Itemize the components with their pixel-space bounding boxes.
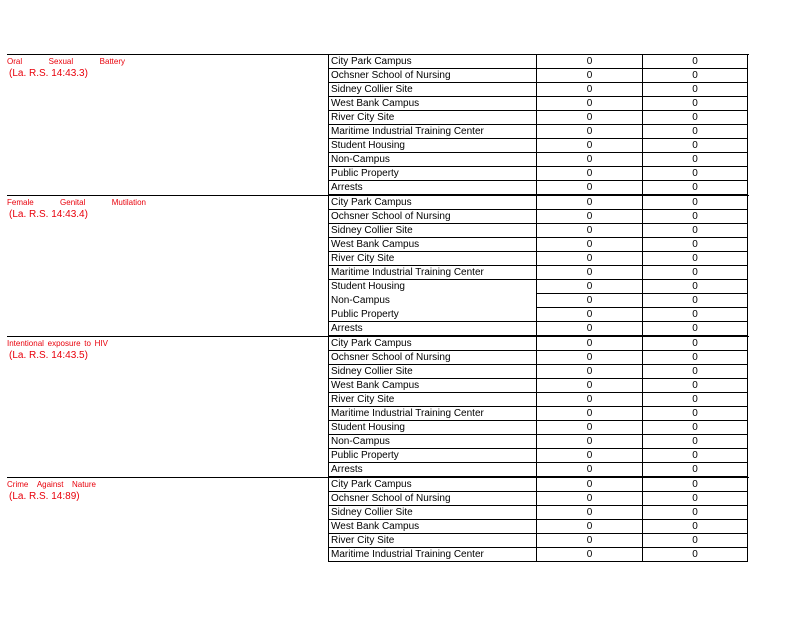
crime-name-word: to xyxy=(84,338,91,349)
table-row xyxy=(328,210,749,224)
location-cell: Maritime Industrial Training Center xyxy=(328,548,536,562)
value-cell: 0 xyxy=(536,125,642,139)
crime-name-word: HIV xyxy=(94,338,108,349)
value-cell: 0 xyxy=(642,224,748,238)
value-cell: 0 xyxy=(642,351,748,365)
location-cell: Public Property xyxy=(328,167,536,181)
location-cell: West Bank Campus xyxy=(328,97,536,111)
value-cell: 0 xyxy=(642,393,748,407)
value-cell: 0 xyxy=(536,153,642,167)
crime-name xyxy=(7,338,108,351)
table-row xyxy=(328,55,749,69)
value-cell: 0 xyxy=(536,463,642,477)
table-row xyxy=(328,393,749,407)
value-cell: 0 xyxy=(642,280,748,294)
location-cell: Arrests xyxy=(328,181,536,195)
crime-section xyxy=(7,195,749,336)
table-row xyxy=(328,379,749,393)
value-cell: 0 xyxy=(642,55,748,69)
value-cell: 0 xyxy=(536,167,642,181)
value-cell: 0 xyxy=(642,548,748,562)
location-cell: Non-Campus xyxy=(328,435,536,449)
value-cell: 0 xyxy=(536,111,642,125)
value-cell: 0 xyxy=(642,379,748,393)
value-cell: 0 xyxy=(642,506,748,520)
crime-section xyxy=(7,54,749,195)
table-row xyxy=(328,294,749,308)
crime-citation: (La. R.S. 14:43.3) xyxy=(9,68,88,79)
value-cell: 0 xyxy=(642,125,748,139)
location-rows xyxy=(328,337,749,477)
crime-section xyxy=(7,477,749,562)
location-cell: Public Property xyxy=(328,308,536,322)
table-row xyxy=(328,478,749,492)
crime-name xyxy=(7,56,125,69)
value-cell: 0 xyxy=(536,280,642,294)
value-cell: 0 xyxy=(642,139,748,153)
location-cell: Ochsner School of Nursing xyxy=(328,492,536,506)
location-cell: River City Site xyxy=(328,534,536,548)
location-cell: West Bank Campus xyxy=(328,238,536,252)
table-row xyxy=(328,308,749,322)
value-cell: 0 xyxy=(642,83,748,97)
table-row xyxy=(328,506,749,520)
value-cell: 0 xyxy=(642,69,748,83)
crime-citation: (La. R.S. 14:43.4) xyxy=(9,209,88,220)
value-cell: 0 xyxy=(536,308,642,322)
value-cell: 0 xyxy=(642,196,748,210)
location-cell: Non-Campus xyxy=(328,294,536,308)
crime-label xyxy=(7,196,327,221)
value-cell: 0 xyxy=(642,167,748,181)
value-cell: 0 xyxy=(536,252,642,266)
value-cell: 0 xyxy=(536,379,642,393)
table-row xyxy=(328,548,749,562)
location-cell: River City Site xyxy=(328,393,536,407)
value-cell: 0 xyxy=(642,365,748,379)
value-cell: 0 xyxy=(536,97,642,111)
crime-name-word: Crime xyxy=(7,479,29,490)
location-cell: City Park Campus xyxy=(328,55,536,69)
value-cell: 0 xyxy=(642,492,748,506)
crime-name-word: Genital xyxy=(60,197,86,208)
crime-name-word: Intentional xyxy=(7,338,44,349)
location-cell: Ochsner School of Nursing xyxy=(328,210,536,224)
value-cell: 0 xyxy=(536,407,642,421)
value-cell: 0 xyxy=(536,421,642,435)
table-row xyxy=(328,337,749,351)
table-row xyxy=(328,365,749,379)
value-cell: 0 xyxy=(642,97,748,111)
table-row xyxy=(328,111,749,125)
location-cell: Maritime Industrial Training Center xyxy=(328,266,536,280)
location-rows xyxy=(328,55,749,195)
crime-label xyxy=(7,478,327,503)
location-cell: Student Housing xyxy=(328,421,536,435)
table-row xyxy=(328,153,749,167)
value-cell: 0 xyxy=(642,252,748,266)
table-row xyxy=(328,139,749,153)
location-cell: Sidney Collier Site xyxy=(328,365,536,379)
value-cell: 0 xyxy=(536,449,642,463)
location-cell: Ochsner School of Nursing xyxy=(328,351,536,365)
table-row xyxy=(328,492,749,506)
table-row xyxy=(328,463,749,477)
crime-citation: (La. R.S. 14:43.5) xyxy=(9,350,88,361)
crime-label xyxy=(7,55,327,80)
crime-name-word: Female xyxy=(7,197,34,208)
crime-label xyxy=(7,337,327,362)
table-row xyxy=(328,407,749,421)
value-cell: 0 xyxy=(642,181,748,195)
value-cell: 0 xyxy=(536,548,642,562)
value-cell: 0 xyxy=(536,55,642,69)
crime-name-word: Nature xyxy=(71,479,96,490)
value-cell: 0 xyxy=(642,520,748,534)
value-cell: 0 xyxy=(536,139,642,153)
value-cell: 0 xyxy=(642,210,748,224)
value-cell: 0 xyxy=(536,520,642,534)
crime-name-word: Battery xyxy=(99,56,125,67)
table-row xyxy=(328,435,749,449)
value-cell: 0 xyxy=(536,266,642,280)
location-rows xyxy=(328,196,749,336)
location-cell: Arrests xyxy=(328,322,536,336)
value-cell: 0 xyxy=(536,478,642,492)
table-row xyxy=(328,252,749,266)
location-cell: Non-Campus xyxy=(328,153,536,167)
value-cell: 0 xyxy=(642,294,748,308)
value-cell: 0 xyxy=(642,111,748,125)
table-row xyxy=(328,181,749,195)
crime-citation: (La. R.S. 14:89) xyxy=(9,491,80,502)
table-row xyxy=(328,238,749,252)
table-row xyxy=(328,167,749,181)
value-cell: 0 xyxy=(536,492,642,506)
table-row xyxy=(328,266,749,280)
crime-statistics-sheet xyxy=(7,54,749,562)
value-cell: 0 xyxy=(536,83,642,97)
crime-name-word: Mutilation xyxy=(111,197,146,208)
table-row xyxy=(328,224,749,238)
value-cell: 0 xyxy=(536,393,642,407)
value-cell: 0 xyxy=(536,506,642,520)
crime-name-word: Sexual xyxy=(48,56,74,67)
crime-name-word: Against xyxy=(36,479,64,490)
value-cell: 0 xyxy=(536,534,642,548)
location-cell: Sidney Collier Site xyxy=(328,224,536,238)
table-row xyxy=(328,351,749,365)
location-cell: Sidney Collier Site xyxy=(328,83,536,97)
crime-name-word: exposure xyxy=(47,338,81,349)
value-cell: 0 xyxy=(642,153,748,167)
value-cell: 0 xyxy=(536,322,642,336)
value-cell: 0 xyxy=(536,435,642,449)
value-cell: 0 xyxy=(536,365,642,379)
location-cell: City Park Campus xyxy=(328,337,536,351)
value-cell: 0 xyxy=(642,478,748,492)
value-cell: 0 xyxy=(642,266,748,280)
table-row xyxy=(328,69,749,83)
table-row xyxy=(328,125,749,139)
value-cell: 0 xyxy=(642,407,748,421)
location-cell: River City Site xyxy=(328,111,536,125)
crime-section xyxy=(7,336,749,477)
value-cell: 0 xyxy=(642,421,748,435)
table-row xyxy=(328,322,749,336)
value-cell: 0 xyxy=(642,435,748,449)
value-cell: 0 xyxy=(536,69,642,83)
table-row xyxy=(328,83,749,97)
location-cell: City Park Campus xyxy=(328,478,536,492)
table-row xyxy=(328,280,749,294)
table-row xyxy=(328,449,749,463)
value-cell: 0 xyxy=(536,337,642,351)
value-cell: 0 xyxy=(642,534,748,548)
value-cell: 0 xyxy=(642,322,748,336)
location-cell: Arrests xyxy=(328,463,536,477)
value-cell: 0 xyxy=(642,463,748,477)
value-cell: 0 xyxy=(536,224,642,238)
value-cell: 0 xyxy=(536,210,642,224)
crime-name xyxy=(7,479,96,492)
location-cell: West Bank Campus xyxy=(328,520,536,534)
value-cell: 0 xyxy=(536,196,642,210)
location-cell: Public Property xyxy=(328,449,536,463)
location-cell: River City Site xyxy=(328,252,536,266)
location-cell: Ochsner School of Nursing xyxy=(328,69,536,83)
value-cell: 0 xyxy=(642,308,748,322)
table-row xyxy=(328,520,749,534)
value-cell: 0 xyxy=(642,449,748,463)
location-cell: Student Housing xyxy=(328,280,536,294)
value-cell: 0 xyxy=(536,294,642,308)
location-cell: City Park Campus xyxy=(328,196,536,210)
crime-name xyxy=(7,197,146,210)
table-row xyxy=(328,196,749,210)
crime-name-word: Oral xyxy=(7,56,23,67)
table-row xyxy=(328,97,749,111)
value-cell: 0 xyxy=(642,238,748,252)
location-cell: Sidney Collier Site xyxy=(328,506,536,520)
value-cell: 0 xyxy=(536,238,642,252)
location-cell: Maritime Industrial Training Center xyxy=(328,125,536,139)
value-cell: 0 xyxy=(536,351,642,365)
location-cell: Maritime Industrial Training Center xyxy=(328,407,536,421)
value-cell: 0 xyxy=(642,337,748,351)
location-cell: Student Housing xyxy=(328,139,536,153)
value-cell: 0 xyxy=(536,181,642,195)
table-row xyxy=(328,421,749,435)
location-rows xyxy=(328,478,749,562)
location-cell: West Bank Campus xyxy=(328,379,536,393)
table-row xyxy=(328,534,749,548)
